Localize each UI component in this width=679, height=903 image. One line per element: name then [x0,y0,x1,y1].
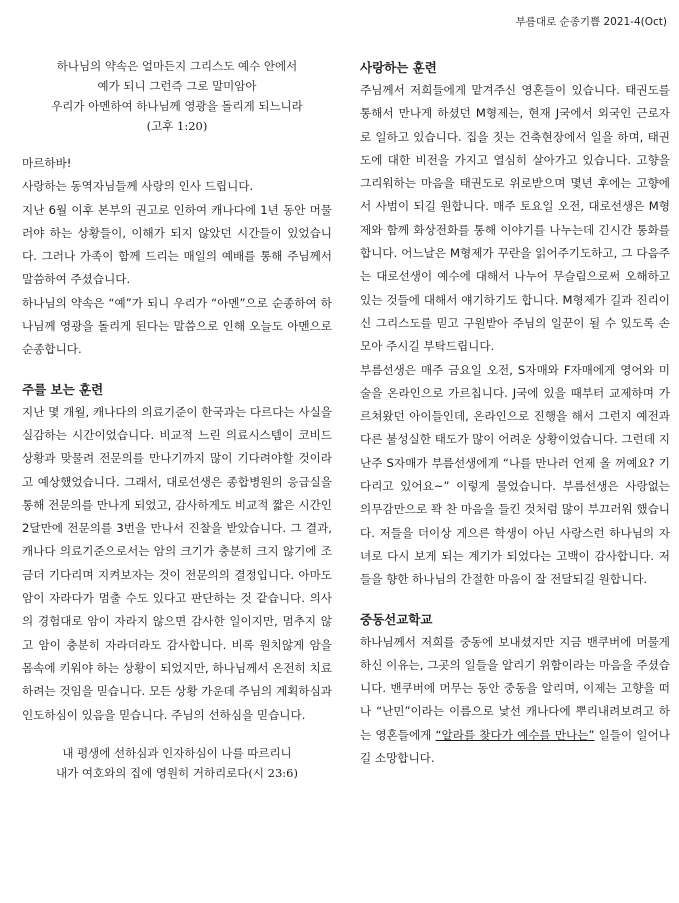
underlined-phrase: “알라를 찾다가 예수를 만나는” [435,727,595,742]
opening-verse-line: 예가 되니 그런즉 그로 말미암아 [97,79,257,93]
right-column [360,56,670,770]
left-column [22,56,332,783]
intro-paragraph: 지난 6월 이후 본부의 권고로 인하여 캐나다에 1년 동안 머물러야 하는 상황들이, 이해가 되지 않았던 시간들이 있었습니다. 그러나 가족이 함께 드리는 매일의 예배를 통해 주님께서 말씀하여 주셨습니다. [22,202,332,287]
closing-verse [22,743,332,783]
section-body-loving: 부름선생은 매주 금요일 오전, S자매와 F자매에게 영어와 미술을 온라인으로 가르칩니다. J국에 있을 때부터 교제하며 가르쳐왔던 아이들인데, 온라인으로 진행을 해서 그런지 예전과 다른 불성실한 태도가 많이 어려운 상황이었습니다. 그런데 지난주 S자매가 부름선생에게 “나를 만나러 언제 올 꺼예요? 기다리고 있어요~” 이렇게 물었습니다. 부름선생은 사랑없는 의무감만으로 꽉 찬 마음을 들킨 것처럼 많이 부끄러워 했습니다. 저들을 더이상 게으른 학생이 아닌 사랑스런 하나님의 자녀로 다시 보게 되는 계기가 되었다는 고백이 감사합니다. 저들을 향한 하나님의 간절한 마음이 잘 전달되길 원합니다. [360,362,670,587]
mission-school-text: 하나님께서 저희를 중동에 보내셨지만 지금 밴쿠버에 머물게하신 이유는, 그곳의 일들을 알리기 위함이라는 마음을 주셨습니다. 밴쿠버에 머무는 동안 중동을 알리며, 이제는 고향을 떠나 “난민”이라는 이름으로 낯선 캐나다에 뿌리내려보려고 하는 영혼들에게 [360,634,670,742]
intro-paragraph: 하나님의 약속은 “예”가 되니 우리가 “아멘”으로 순종하여 하나님께 영광을 돌리게 된다는 말씀으로 인해 오늘도 아멘으로 순종합니다. [22,295,332,357]
opening-verse-line: 하나님의 약속은 얼마든지 그리스도 예수 안에서 [56,59,298,73]
page-header: 부름대로 순종기쁨 2021-4(Oct) [515,16,667,28]
closing-verse-line: 내 평생에 선하심과 인자하심이 나를 따르리니 [62,745,292,760]
section-title-loving: 사랑하는 훈련 [360,60,437,75]
mission-school-text-end: 일들이 일어나길 소망합니다. [360,727,671,766]
section-body-loving: 주님께서 저희들에게 맡겨주신 영혼들이 있습니다. 태권도를 통해서 만나게 하셨던 M형제는, 현재 J국에서 외국인 근로자로 일하고 있습니다. 집을 짓는 건축현장에서 일을 하며, 태권도에 대한 비전을 가지고 열심히 살아가고 있습니다. 고향을 그리워하는 마음을 태권도로 위로받으며 몇년 후에는 고향에서 사범이 되길 원합니다. 매주 토요일 오전, 대로선생은 M형제와 함께 화상전화를 통해 이야기를 나누는데 긴시간 통화를 합니다. 어느날은 M형제가 꾸란을 읽어주기도하고, 그 다음주는 대로선생이 예수에 대해서 나누어 무슬림으로써 오해하고있는 것들에 대해서 얘기하기도 합니다. M형제가 길과 진리이신 그리스도를 믿고 구원받아 주님의 일꾼이 될 수 있도록 손모아 주시길 부탁드립니다. [360,83,670,354]
opening-verse [22,56,332,136]
section-body-seeing-lord: 지난 몇 개월, 캐나다의 의료기준이 한국과는 다르다는 사실을 실감하는 시간이었습니다. 비교적 느린 의료시스템이 코비드 상황과 맞물려 전문의를 만나기까지 많이 기다려야할 것이라고 예상했었습니다. 그래서, 대로선생은 종합병원의 응급실을 통해 전문의를 만나게 되었고, 감사하게도 비교적 짧은 시간인 2달만에 전문의를 3번을 만나서 진찰을 받았습니다. 그 결과, 캐나다 의료기준으로서는 암의 크기가 충분히 크지 않기에 조금더 기다리며 지켜보자는 것이 전문의의 결정입니다. 아마도 암이 자라다가 멈출 수도 있다고 판단하는 것 같습니다. 의사의 경험대로 암이 자라지 않으면 감사한 일이지만, 멈추지 않고 암이 충분히 자라더라도 감사합니다. 비록 원치않게 암을 몸속에 키워야 하는 상황이 되었지만, 하나님께서 온전히 치료하려는 것임을 믿습니다. 모든 상황 가운데 주님의 계획하심과 인도하심이 있음을 믿습니다. 주님의 선하심을 믿습니다. [22,404,332,722]
closing-verse-line: 내가 여호와의 집에 영원히 거하리로다(시 23:6) [56,765,298,780]
greeting: 마르하바! [22,156,72,170]
opening-verse-line: 우리가 아멘하여 하나님께 영광을 돌리게 되느니라 [51,99,303,113]
section-title-mission-school: 중동선교학교 [360,611,433,627]
opening-verse-reference: (고후 1:20) [146,119,208,133]
section-body-mission-school [360,631,670,771]
section-title-seeing-lord: 주를 보는 훈련 [22,381,104,397]
intro-paragraph: 사랑하는 동역자님들께 사랑의 인사 드립니다. [22,179,254,194]
